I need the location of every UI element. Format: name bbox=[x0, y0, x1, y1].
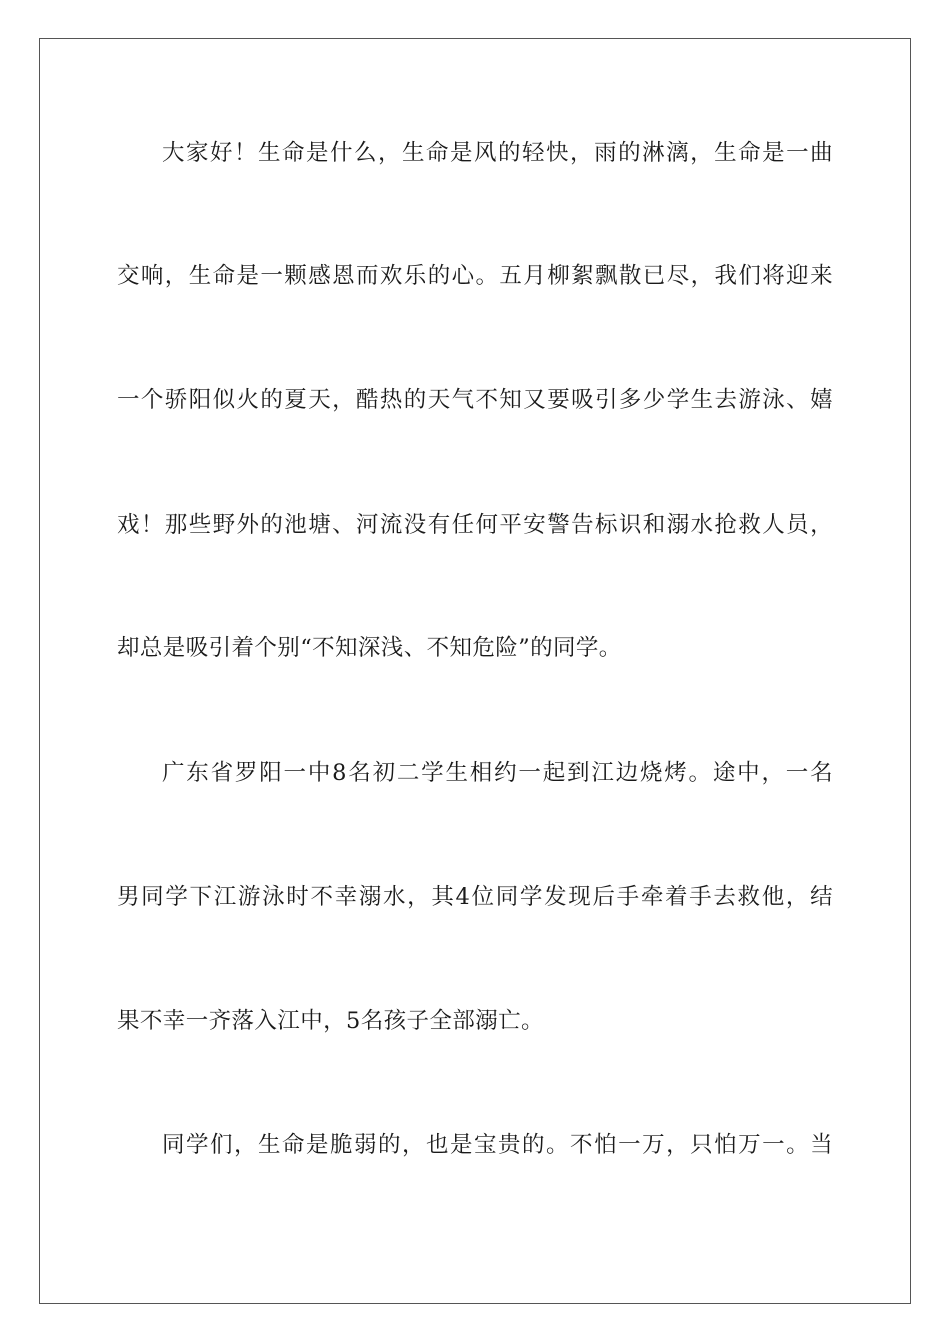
paragraph-3-line-1: 同学们，生命是脆弱的，也是宝贵的。不怕一万，只怕万一。当 bbox=[162, 1132, 833, 1158]
paragraph-2-line-1: 广东省罗阳一中8名初二学生相约一起到江边烧烤。途中，一名 bbox=[162, 760, 833, 786]
paragraph-2-line-3: 果不幸一齐落入江中，5名孩子全部溺亡。 bbox=[117, 1008, 544, 1034]
paragraph-1-line-2: 交响，生命是一颗感恩而欢乐的心。五月柳絮飘散已尽，我们将迎来 bbox=[117, 263, 833, 289]
paragraph-1-line-1: 大家好！生命是什么，生命是风的轻快，雨的淋漓，生命是一曲 bbox=[162, 140, 833, 166]
paragraph-2-line-2: 男同学下江游泳时不幸溺水，其4位同学发现后手牵着手去救他，结 bbox=[117, 884, 833, 910]
paragraph-1-line-3: 一个骄阳似火的夏天，酷热的天气不知又要吸引多少学生去游泳、嬉 bbox=[117, 387, 833, 413]
page-border bbox=[39, 38, 911, 1304]
paragraph-1-line-4: 戏！那些野外的池塘、河流没有任何平安警告标识和溺水抢救人员， bbox=[117, 512, 833, 538]
paragraph-1-line-5: 却总是吸引着个别“不知深浅、不知危险”的同学。 bbox=[117, 635, 622, 661]
